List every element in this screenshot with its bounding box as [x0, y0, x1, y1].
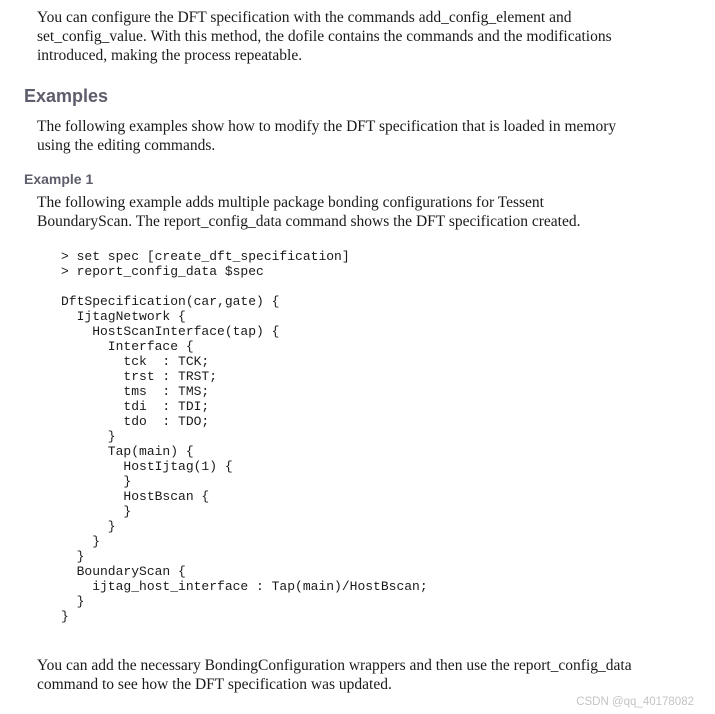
intro-paragraph: You can configure the DFT specification with the commands add_config_element and set_config_value. With this method, the dofile contains the commands and the modifications introduced, making the process repeatable. [37, 9, 612, 64]
command-block: > set spec [create_dft_specification] > report_config_data $spec [61, 249, 350, 279]
example-1-heading: Example 1 [24, 171, 94, 187]
closing-paragraph: You can add the necessary BondingConfiguration wrappers and then use the report_config_data command to see how the DFT specification was updated. [37, 657, 632, 693]
dft-specification-code: DftSpecification(car,gate) { IjtagNetwork { HostScanInterface(tap) { Interface { tck : TCK; trst : TRST; tms : TMS; tdi : TDI; tdo : TDO; } Tap(main) { HostIjtag(1) { } HostBscan { } } } } BoundaryScan { ijtag_host_interface : Tap(main)/HostBscan; } } [61, 294, 428, 624]
examples-heading: Examples [24, 86, 109, 106]
examples-intro-paragraph: The following examples show how to modify the DFT specification that is loaded in memory using the editing commands. [37, 118, 617, 154]
csdn-watermark: CSDN @qq_40178082 [576, 696, 694, 708]
example-1-description: The following example adds multiple package bonding configurations for Tessent BoundaryScan. The report_config_data command shows the DFT specification created. [37, 194, 581, 230]
